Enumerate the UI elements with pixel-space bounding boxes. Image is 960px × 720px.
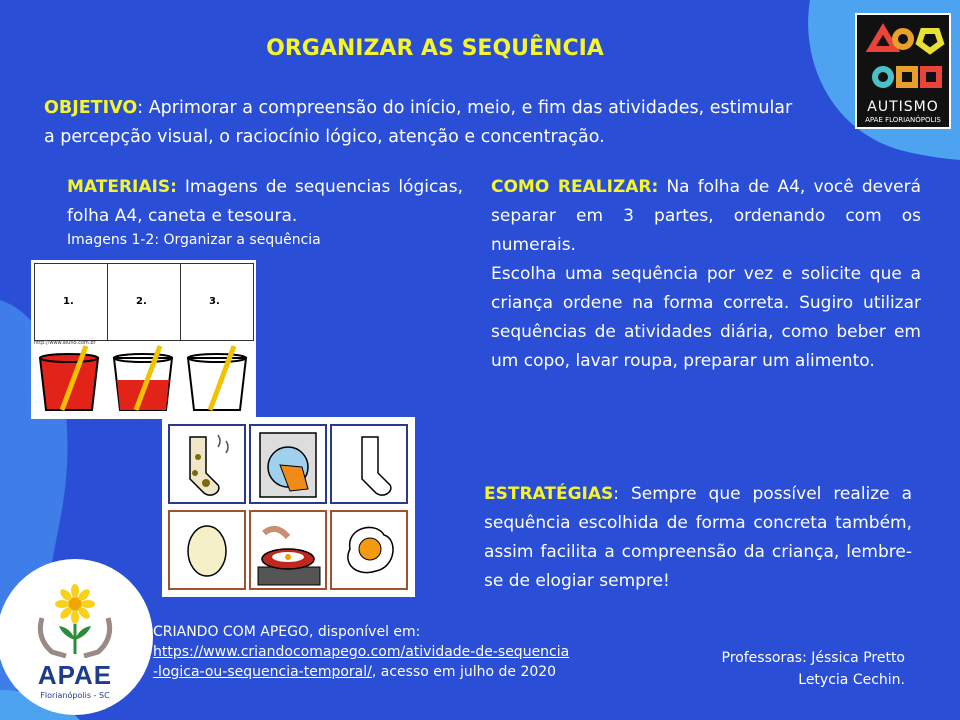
reference-suffix: , acesso em julho de 2020 (371, 664, 557, 680)
apae-logo-sub: Florianópolis - SC (40, 691, 110, 700)
materiais-paragraph (67, 173, 463, 231)
reference-text (153, 622, 573, 682)
autismo-shapes-icon (857, 15, 949, 97)
como-realizar-label: COMO REALIZAR: (491, 177, 659, 197)
image-source-url: http://www.aluno.com.br (34, 340, 96, 346)
professoras-line2: Letycia Cechin. (798, 672, 905, 688)
estrategias-paragraph (484, 480, 912, 596)
objetivo-label: OBJETIVO (44, 98, 138, 118)
autismo-logo (855, 13, 951, 129)
como-realizar-text: Na folha de A4, você deverá separar em 3 partes, ordenando com os numerais. (491, 177, 922, 255)
professoras-credit (640, 647, 905, 691)
page-title: ORGANIZAR AS SEQUÊNCIA (266, 36, 604, 61)
autismo-logo-sub: APAE FLORIANÓPOLIS (865, 116, 941, 124)
como-realizar-paragraph (491, 173, 921, 376)
socks-eggs-sequence-icon (162, 417, 415, 597)
apae-logo-name: APAE (37, 660, 113, 690)
estrategias-label: ESTRATÉGIAS (484, 484, 614, 504)
reference-link[interactable]: https://www.criandocomapego.com/atividade-de-sequencia-logica-ou-sequencia-temporal/ (153, 644, 570, 680)
image-caption: Imagens 1-2: Organizar a sequência (67, 232, 321, 248)
como-realizar-first (491, 173, 921, 260)
materiais-label: MATERIAIS: (67, 177, 177, 197)
professoras-line1: Professoras: Jéssica Pretto (721, 650, 905, 666)
cups-sequence-icon (34, 344, 254, 416)
objetivo-paragraph (44, 94, 804, 152)
objetivo-text: : Aprimorar a compreensão do início, meio, e fim das atividades, estimular a percepção visual, o raciocínio lógico, atenção e concentração. (44, 98, 793, 147)
como-realizar-text2: Escolha uma sequência por vez e solicite que a criança ordene na forma correta. Sugiro utilizar sequências de atividades diária, como beber em um copo, lavar roupa, preparar um alimento. (491, 264, 921, 371)
sequence-number-3: 3. (209, 296, 220, 307)
reference-prefix: CRIANDO COM APEGO, disponível em: (153, 624, 421, 640)
sequence-image-cups (31, 260, 256, 419)
apae-flower-icon (20, 578, 130, 658)
materiais-text: Imagens de sequencias lógicas, folha A4, caneta e tesoura. (67, 177, 463, 226)
sequence-number-2: 2. (136, 296, 147, 307)
autismo-logo-name: AUTISMO (867, 99, 939, 115)
sequence-image-socks-eggs (162, 417, 415, 597)
estrategias-text: : Sempre que possível realize a sequência escolhida de forma concreta também, assim facilita a compreensão da criança, lembre-se de elogiar sempre! (484, 484, 912, 591)
apae-logo (20, 578, 130, 703)
sequence-number-1: 1. (63, 296, 74, 307)
